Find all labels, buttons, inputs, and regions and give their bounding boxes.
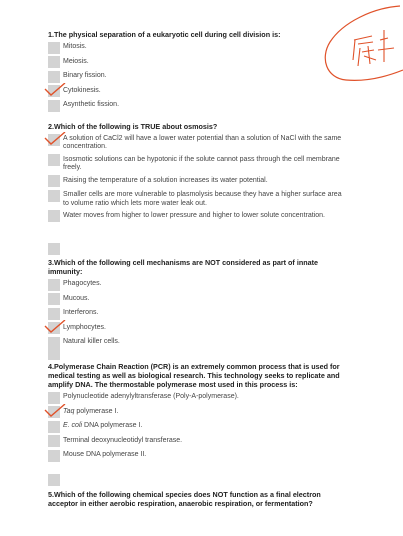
- question-3-option-c[interactable]: Interferons.: [48, 308, 348, 320]
- question-2: [48, 122, 348, 222]
- question-3-option-a[interactable]: Phagocytes.: [48, 279, 348, 291]
- question-1-option-d[interactable]: Cytokinesis.: [48, 85, 348, 97]
- checkbox[interactable]: [48, 392, 60, 404]
- question-3: [48, 258, 348, 349]
- question-1-option-c[interactable]: Binary fission.: [48, 71, 348, 83]
- ecoli-option-text: E. coli DNA polymerase I.: [63, 422, 143, 429]
- question-4-option-e[interactable]: Mouse DNA polymerase II.: [48, 450, 348, 462]
- question-3-title: 3.Which of the following cell mechanisms are NOT considered as part of innate immunity:: [48, 258, 318, 276]
- question-1-option-b[interactable]: Meiosis.: [48, 56, 348, 68]
- question-3-option-b[interactable]: Mucous.: [48, 293, 348, 305]
- checkbox[interactable]: [48, 175, 60, 187]
- question-2-option-b[interactable]: Isosmotic solutions can be hypotonic if the solute cannot pass through the cell membrane freely.: [48, 154, 348, 172]
- checkbox[interactable]: [48, 450, 60, 462]
- blank-checkbox[interactable]: [48, 348, 60, 360]
- checkbox[interactable]: [48, 322, 60, 334]
- checkbox[interactable]: [48, 308, 60, 320]
- taq-option-text: Taq polymerase I.: [63, 407, 119, 415]
- question-2-option-c[interactable]: Raising the temperature of a solution increases its water potential.: [48, 175, 348, 187]
- checkbox[interactable]: [48, 42, 60, 54]
- checkbox[interactable]: [48, 279, 60, 291]
- checkbox[interactable]: [48, 154, 60, 166]
- checkbox[interactable]: [48, 134, 60, 146]
- checkbox[interactable]: [48, 100, 60, 112]
- checkbox[interactable]: [48, 421, 60, 433]
- question-5-title: 5.Which of the following chemical species does NOT function as a final electron acceptor in either aerobic respiration, anaerobic respiration, or fermentation?: [48, 490, 321, 508]
- question-4: [48, 362, 348, 462]
- checkbox[interactable]: [48, 56, 60, 68]
- question-2-title: 2.Which of the following is TRUE about osmosis?: [48, 122, 218, 131]
- checkbox[interactable]: [48, 210, 60, 222]
- checkbox[interactable]: [48, 435, 60, 447]
- blank-checkbox[interactable]: [48, 243, 60, 255]
- question-5: [48, 490, 348, 508]
- checkbox[interactable]: [48, 190, 60, 202]
- checkbox[interactable]: [48, 85, 60, 97]
- question-1-title: 1.The physical separation of a eukaryotic cell during cell division is:: [48, 30, 281, 39]
- question-2-option-a[interactable]: A solution of CaCl2 will have a lower water potential than a solution of NaCl with the same concentration.: [48, 134, 348, 152]
- question-2-option-d[interactable]: Smaller cells are more vulnerable to plasmolysis because they have a higher surface area to volume ratio which lets more water leak out.: [48, 190, 348, 208]
- question-1-option-a[interactable]: Mitosis.: [48, 42, 348, 54]
- checkbox[interactable]: [48, 337, 60, 349]
- checkbox[interactable]: [48, 293, 60, 305]
- question-4-option-a[interactable]: Polynucleotide adenylyltransferase (Poly-A-polymerase).: [48, 392, 348, 404]
- question-4-option-b[interactable]: [48, 406, 348, 418]
- question-2-option-e[interactable]: Water moves from higher to lower pressure and higher to lower solute concentration.: [48, 210, 348, 222]
- question-1: [48, 30, 348, 112]
- question-4-title: 4.Polymerase Chain Reaction (PCR) is an extremely common process that is used for medical testing as well as biological research. This technology seeks to replicate and amplify DNA. The thermostable polymerase most used in this process is:: [48, 362, 340, 389]
- question-1-option-e[interactable]: Asynthetic fission.: [48, 100, 348, 112]
- checkbox[interactable]: [48, 406, 60, 418]
- question-4-option-c[interactable]: [48, 421, 348, 433]
- checkbox[interactable]: [48, 71, 60, 83]
- question-3-option-d[interactable]: Lymphocytes.: [48, 322, 348, 334]
- question-3-option-e[interactable]: Natural killer cells.: [48, 337, 348, 349]
- question-4-option-d[interactable]: Terminal deoxynucleotidyl transferase.: [48, 435, 348, 447]
- blank-checkbox[interactable]: [48, 474, 60, 486]
